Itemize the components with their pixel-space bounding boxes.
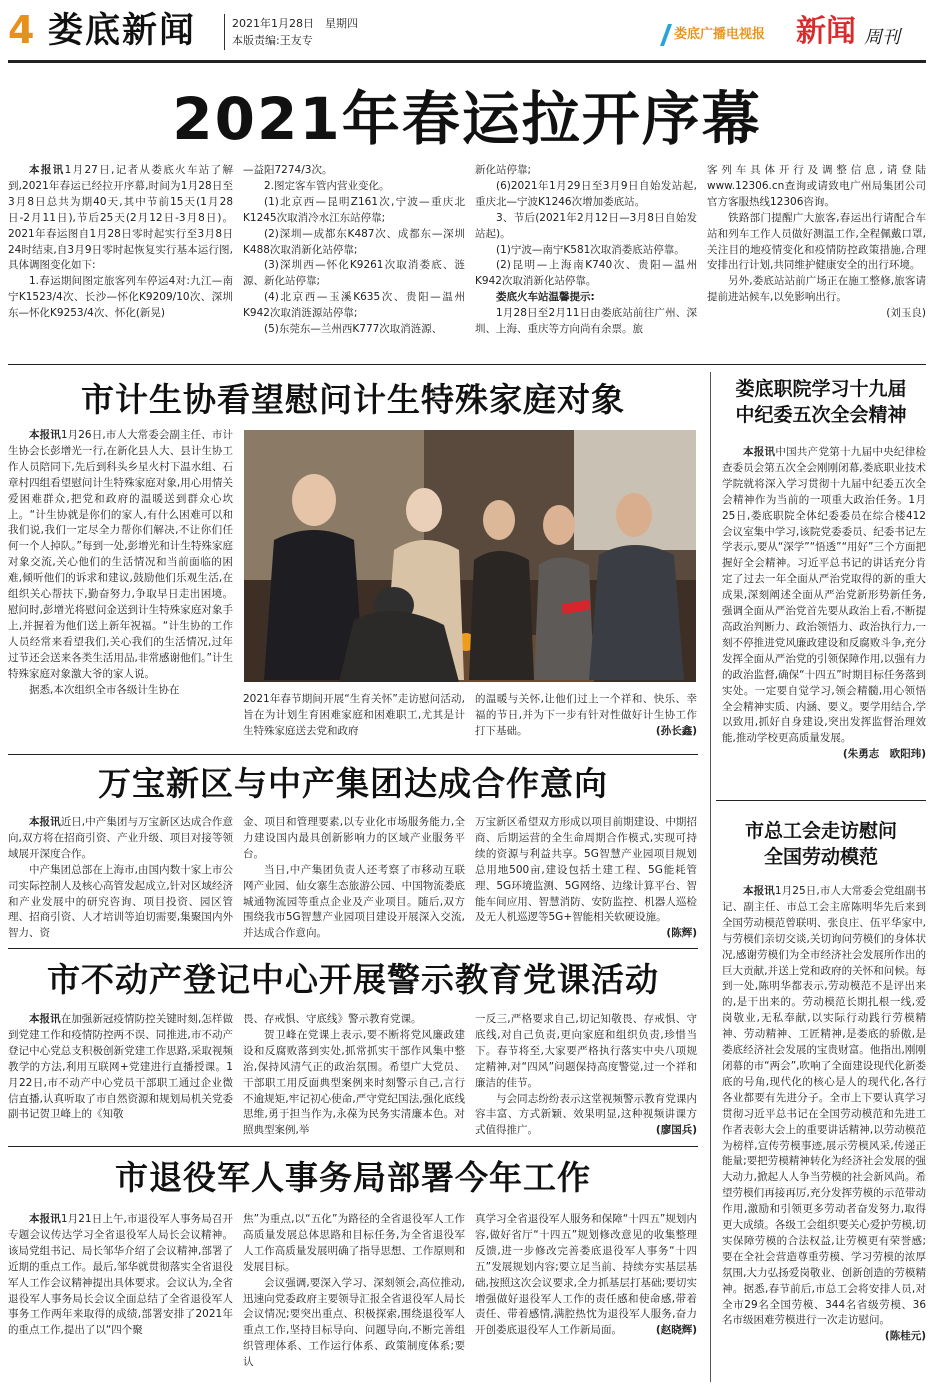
para-text: 在加强新冠疫情防控关键时刻,怎样做到党建工作和疫情防控两不误、同推进,市不动产登记中心党总支积极创新党建工作思路,采取视频教学的方法,利用互联网+党建进行直播授课。1月22日,市不动产中心党员干部职工通过企业微信直播,认真听取了市自然资源和规划局机关党委副书记贺卫峰上的《知敬 xyxy=(8,1013,233,1121)
a5-para: 焦”为重点,以“五化”为路径的全省退役军人工作高质量发展总体思路和目标任务,为全省退役军人工作高质量发展明确了指导思想、工作原则和发展目标。 xyxy=(243,1213,465,1273)
a2-caption-col3 xyxy=(475,692,697,744)
brand-news: 新闻 xyxy=(796,14,856,49)
a1-para-1 xyxy=(8,163,233,274)
a2-para-1 xyxy=(8,428,233,683)
a1-line: (3)深圳西—怀化K9261次取消娄底、涟源、新化站停靠; xyxy=(243,259,465,288)
a5-col3 xyxy=(475,1212,697,1382)
divider xyxy=(8,1146,698,1147)
lead-tag: 本报讯 xyxy=(29,1013,61,1025)
a1-col4 xyxy=(707,163,926,353)
a3-byline: (陈辉) xyxy=(666,927,697,940)
a1-line: 铁路部门提醒广大旅客,春运出行请配合车站和列车工作人员做好测温工作,全程佩戴口罩,关注目的地疫情变化和疫情防控政策措施,合理安排出行计划,共同维护健康安全的出行环境。 xyxy=(707,211,926,272)
a3-col1 xyxy=(8,815,233,943)
lead-tag: 本报讯 xyxy=(29,164,65,176)
a3-para-2: 中产集团总部在上海市,由国内数十家上市公司实际控制人及核心高管发起成立,针对区域经济和产业发展中的研究咨询、项目投资、园区管理、招商引资、人才培训等迫切需要,集聚国内外智力、资 xyxy=(8,863,233,940)
a5-byline: (赵晓辉) xyxy=(655,1324,697,1337)
a1-tips-heading: 娄底火车站温馨提示: xyxy=(496,291,595,304)
a1-line: 2.图定客车管内营业变化。 xyxy=(264,179,390,192)
date-line: 2021年1月28日 星期四 xyxy=(232,17,358,30)
para-text: 1月27日,记者从娄底火车站了解到,2021年春运已经拉开序幕,时间为1月28日至3月8日总共为期40天,其中节前15天(1月28日-2月11日),节后25天(2月12日-3月8日)。2021年春运图自1月28日零时起实行至3月8日24时结束,自3月9日零时起恢复实行基本运行图,具体调图变化如下: xyxy=(8,164,233,272)
a3-para: 金、项目和管理要素,以专业化市场服务能力,全力建设国内最具创新影响力的区域产业服务平台。 xyxy=(243,816,465,860)
a4-para xyxy=(475,1092,697,1140)
a2-byline: (孙长鑫) xyxy=(655,724,697,737)
a1-col3 xyxy=(475,163,697,339)
section-title: 娄底新闻 xyxy=(48,11,197,51)
s1-byline: (朱勇志 欧阳玮) xyxy=(842,748,926,761)
a4-para: 畏、存戒惧、守底线》警示教育党课。 xyxy=(243,1013,422,1025)
headline-wanbao-cooperation: 万宝新区与中产集团达成合作意向 xyxy=(98,764,608,803)
section-divider xyxy=(224,14,225,50)
a1-byline: (刘玉良) xyxy=(886,307,926,320)
divider xyxy=(8,754,698,755)
a1-line: 客列车具体开行及调整信息,请登陆www.12306.cn查询或请致电广州局集团公司官方客服热线12306咨询。 xyxy=(707,164,926,208)
a4-para-1 xyxy=(8,1012,233,1123)
a1-line: (6)2021年1月29日至3月9日自始发站起,重庆北—宁波K1246次增加娄底站。 xyxy=(475,179,697,208)
divider xyxy=(8,364,926,365)
a4-para: 贺卫峰在党课上表示,要不断将党风廉政建设和反腐败落到实处,抓常抓实干部作风集中整治,保持风清气正的政治氛围。希望广大党员、干部职工用反面典型案例来时刻警示自己,言行不逾规矩,牢记初心使命,严守党纪国法,强化底线思维,勇于担当作为,永葆为民务实清廉本色。对照典型案例,举 xyxy=(243,1028,465,1137)
para-text: 真学习全省退役军人服务和保障“十四五”规划内容,做好省厅“十四五”规划修改意见的收集整理反馈,进一步修改完善娄底退役军人事务“十四五”发展规划内容;要立足当前、持续夯实基层基础,按照这次会议要求,全力抓基层打基础;要切实增强做好退役军人工作的责任感和使命感,带着责任、带着感情,满腔热忱为退役军人服务,奋力开创娄底退役军人工作新局面。 xyxy=(475,1213,697,1337)
divider xyxy=(8,948,698,949)
para-text: 的温暖与关怀,让他们过上一个祥和、快乐、幸福的节日,并为下一步有针对性做好计生协工作打下基础。 xyxy=(475,693,697,737)
a4-para: 一反三,严格要求自己,切记知敬畏、存戒惧、守底线,对自己负责,更向家庭和组织负责,珍惜当下。春节将至,大家要严格执行落实中央八项规定精神,对“四风”问题保持高度警觉,过一个祥和廉洁的佳节。 xyxy=(475,1013,697,1089)
para-text: 1月21日上午,市退役军人事务局召开专题会议传达学习全省退役军人局长会议精神。该局党组书记、局长邹华介绍了会议精神,部署了近期的重点工作。最后,邹华就贯彻落实全省退役军人工作会议精神提出具体要求。会议认为,全省退役军人事务局长会议全面总结了全省退役军人事务工作两年来取得的成绩,部署安排了2021年的重点工作,提出了以“四个聚 xyxy=(8,1213,233,1337)
headline-line: 市总工会走访慰问 xyxy=(744,820,897,842)
a3-col2 xyxy=(243,815,465,943)
headline-vocational-college xyxy=(716,376,926,428)
headline-real-estate-party-lesson: 市不动产登记中心开展警示教育党课活动 xyxy=(47,960,659,999)
a2-caption-col2 xyxy=(243,692,465,744)
a2-para-2: 据悉,本次组织全市各级计生协在 xyxy=(29,683,180,696)
a1-line: (2)昆明—上海南K740次、贵阳—温州K942次取消新化站停靠。 xyxy=(475,259,697,288)
brand-name: 娄底广播电视报 xyxy=(674,27,766,42)
para-text: 近日,中产集团与万宝新区达成合作意向,双方将在招商引资、产业升级、项目对接等领域展开深度合作。 xyxy=(8,816,233,860)
a5-col2 xyxy=(243,1212,465,1382)
sidebar-divider xyxy=(710,372,711,1382)
a3-para: 当日,中产集团负责人还考察了市移动互联网产业园、仙女寨生态旅游公园、中国物流娄底城通物流园等重点企业及产业项目。随后,双方围绕我市5G智慧产业园项目建设开展深入交流,并达成合作意向。 xyxy=(243,863,465,940)
a2-caption xyxy=(475,692,697,740)
divider xyxy=(716,800,926,801)
a1-line: 另外,娄底站站前广场正在施工整修,旅客请提前进站候车,以免影响出行。 xyxy=(707,275,926,304)
a2-caption: 2021年春节期间开展“生育关怀”走访慰问活动,旨在为计划生育困难家庭和困难职工,尤其是计生特殊家庭送去党和政府 xyxy=(243,693,465,737)
headline-spring-festival-travel: 2021年春运拉开序幕 xyxy=(172,85,762,153)
s1-body xyxy=(722,445,926,797)
a3-col3 xyxy=(475,815,697,943)
headline-line: 娄底职院学习十九届 xyxy=(735,378,907,400)
s1-para xyxy=(722,445,926,761)
a1-line: (4)北京西—玉溪K635次、贵阳—温州K942次取消涟源站停靠; xyxy=(243,291,465,320)
news-photo xyxy=(244,430,696,682)
a5-col1 xyxy=(8,1212,233,1382)
a5-para-1 xyxy=(8,1212,233,1339)
headline-trade-union-visit xyxy=(716,818,926,870)
masthead xyxy=(0,0,934,68)
a1-line: (2)深圳—成都东K487次、成都东—深圳K488次取消新化站停靠; xyxy=(243,227,465,256)
brand-slash-icon xyxy=(660,24,672,46)
a1-line: (5)东莞东—兰州西K777次取消涟源、 xyxy=(264,323,443,336)
lead-tag: 本报讯 xyxy=(29,1213,61,1225)
s2-para xyxy=(722,884,926,1343)
s2-body xyxy=(722,884,926,1384)
a4-col2 xyxy=(243,1012,465,1148)
page-number: 4 xyxy=(8,8,35,52)
para-text: 万宝新区希望双方形成以项目前期建设、中期招商、后期运营的全生命周期合作模式,实现可持续的资源与利益共享。5G智慧产业园项目规划总用地500亩,建设包括土建工程、5G能耗管理、5G环境监测、5G网络、边缘计算平台、智能车间应用、智慧消防、安防监控、机器人巡检及无人机巡逻等5G+智能相关软硬设施。 xyxy=(475,816,697,924)
para-text: 1月26日,市人大常委会副主任、市计生协会长彭增光一行,在新化县人大、县计生协工作人员陪同下,先后到科头乡星火村下温水组、石章村四组看望慰问计生特殊家庭对象,用心用情关爱困难群众,把党和政府的温暖送到群众心坎上。“计生协就是你们的家人,有什么困难可以和我们说,我们一定尽全力帮你们解决,不让你们任何一个人掉队。”每到一处,彭增光和计生特殊家庭对象交流,关心他们的生活情况和当前面临的困难,倾听他们的诉求和建议,鼓励他们乐观生活,在组织关心帮扶下,勤奋努力,争取早日走出困境。慰问时,彭增光将慰问金送到计生特殊家庭对象手上,并握着为他们送上新年祝福。“计生协的工作人员经常来看望我们,关心我们的生活情况,过年过节还会送来各类生活用品,非常感谢他们。”计生特殊家庭对象激大爷的家人说。 xyxy=(8,429,233,680)
lead-tag: 本报讯 xyxy=(743,446,776,458)
a3-para-1 xyxy=(8,815,233,863)
a1-line: —益阳7274/3次。 xyxy=(243,164,333,176)
a5-para: 会议强调,要深入学习、深刻领会,高位推动,迅速向党委政府主要领导汇报全省退役军人局长会议情况;要突出重点、积极探索,围绕退役军人重点工作,坚持目标导向、问题导向,不断完善组织管理体系、工作运行体系、政策制度体系;要认 xyxy=(243,1276,465,1369)
a4-col1 xyxy=(8,1012,233,1148)
a1-line: 3、节后(2021年2月12日—3月8日自始发站起)。 xyxy=(475,211,697,240)
a1-line: 1月28日至2月11日由娄底站前往广州、深圳、上海、重庆等方向尚有余票。旅 xyxy=(475,307,697,336)
lead-tag: 本报讯 xyxy=(29,816,61,828)
a5-para xyxy=(475,1212,697,1339)
a2-col1 xyxy=(8,428,233,746)
brand-weekly: 周刊 xyxy=(864,27,900,48)
para-text: 与会同志纷纷表示这堂视频警示教育党课内容丰富、方式新颖、效果明显,这种视频讲课方式值得推广。 xyxy=(475,1092,697,1137)
headline-veterans-affairs: 市退役军人事务局部署今年工作 xyxy=(115,1158,591,1197)
headline-line: 中纪委五次全会精神 xyxy=(735,404,907,426)
lead-tag: 本报讯 xyxy=(743,885,775,897)
a4-byline: (廖国兵) xyxy=(655,1124,697,1137)
headline-line: 全国劳动模范 xyxy=(763,846,878,868)
para-text: 1.春运期间图定旅客列车停运4对:九江—南宁K1523/4次、长沙—怀化K9209/10次、深圳东—怀化K9253/4次、怀化(新晃) xyxy=(8,275,233,320)
para-text: 中国共产党第十九届中央纪律检查委员会第五次全会刚刚闭幕,娄底职业技术学院就将深入学习贯彻十九届中纪委五次全会精神作为当前的一项重大政治任务。1月25日,娄底职院全体纪委委员在综合楼412会议室集中学习,该院党委委员、纪委书记左学表示,要从“深学”“悟透”“用好”三个方面把握好全会精神。习近平总书记的讲话充分肯定了过去一年全面从严治党取得的新的重大成果,深刻阐述全面从严治党新形势新任务,强调全面从严治党首先要从政治上看,不断提高政治判断力、政治领悟力、政治执行力,一刻不停推进党风廉政建设和反腐败斗争,充分发挥全面从严治党的引领保障作用,以强有力的政治监督,确保“十四五”时期目标任务落到实处。一定要自觉学习,领会精髓,用心领悟全会精神实质、内涵、要义。要学用结合,学以致用,抓好自身建设,突出发挥监督治理效能,推动学校更高质量发展。 xyxy=(722,446,926,745)
para-text: 1月25日,市人大常委会党组副书记、副主任、市总工会主席陈明华先后来到全国劳动模范曾联明、张良庄、伍平华家中,与劳模们亲切交谈,关切询问劳模们的身体状况,感谢劳模们为全市经济社会发展所作出的巨大贡献,并送上党和政府的关怀和问候。每到一处,陈明华都表示,劳动模范不是评出来的,是干出来的。劳动模范长期扎根一线,爱岗敬业,无私奉献,以实际行动践行劳模精神、劳动精神、工匠精神,是娄底的骄傲,是娄底经济社会发展的宝贵财富。他指出,刚刚闭幕的市“两会”,吹响了全面建设现代化新娄底的号角,现代化的核心是人的现代化,各行各业都要有先进分子。全市上下要认真学习贯彻习近平总书记在全国劳动模范和先进工作者表彰大会上的重要讲话精神,以劳动模范为榜样,宣传劳模事迹,展示劳模风采,传递正能量;要把劳模精神转化为经济社会发展的强大动力,掀起人人争当劳模的社会新风尚。希望劳模们再接再厉,充分发挥劳模的示范带动作用,激励和引领更多劳动者奋发努力,取得更大成绩。各级工会组织要关心爱护劳模,切实保障劳模的合法权益,让劳模更有荣誉感;要在全社会营造尊重劳模、学习劳模的浓厚氛围,大力弘扬爱岗敬业、创新创造的劳模精神。据悉,春节前后,市总工会将安排人员,对全市29名全国劳模、344名省级劳模、36名市级困难劳模进行一次走访慰问。 xyxy=(722,885,926,1327)
a1-para-2 xyxy=(8,274,233,322)
s2-byline: (陈桂元) xyxy=(884,1330,926,1343)
a1-line: 新化站停靠; xyxy=(475,164,532,176)
a1-col2 xyxy=(243,163,465,339)
masthead-rule xyxy=(8,60,926,63)
headline-family-planning-visit: 市计生协看望慰问计生特殊家庭对象 xyxy=(81,380,625,419)
editor-line: 本版责编:王友专 xyxy=(232,34,313,47)
a4-col3 xyxy=(475,1012,697,1148)
a1-col1 xyxy=(8,163,233,339)
photo-illustration xyxy=(244,430,696,682)
a1-line: (1)宁波—南宁K581次取消娄底站停靠。 xyxy=(496,243,685,256)
a1-line: (1)北京西—昆明Z161次,宁波—重庆北K1245次取消冷水江东站停靠; xyxy=(243,195,465,224)
lead-tag: 本报讯 xyxy=(29,429,61,441)
a3-para xyxy=(475,815,697,940)
